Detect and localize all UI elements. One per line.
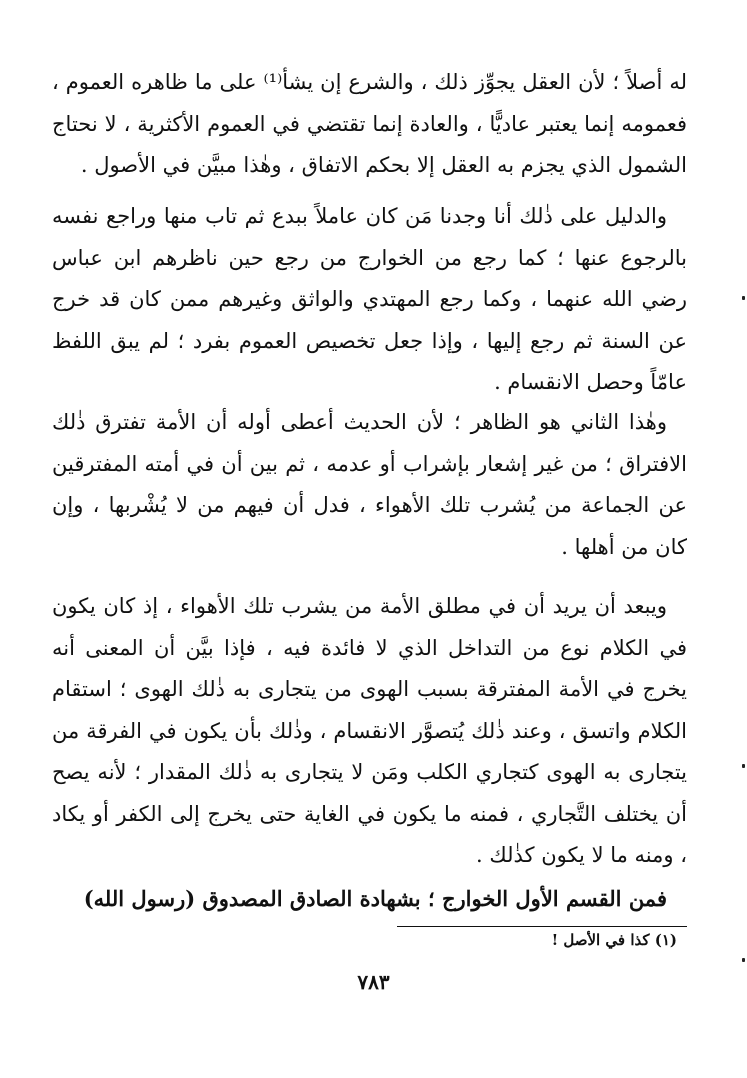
footnote-divider	[397, 926, 687, 927]
page-number: ٧٨٣	[357, 970, 390, 994]
margin-dot	[742, 764, 745, 768]
footnote: (١) كذا في الأصل !	[551, 931, 677, 949]
margin-dot	[742, 296, 745, 300]
margin-dot	[742, 958, 745, 962]
paragraph-5: فمن القسم الأول الخوارج ؛ بشهادة الصادق المصدوق (رسول الله)	[83, 886, 667, 911]
paragraph-3: وهٰذا الثاني هو الظاهر ؛ لأن الحديث أعطى أوله أن الأمة تفترق ذٰلك الافتراق ؛ من غير إشعار بإشراب أو عدمه ، ثم بين أن في أمته المفترقين عن الجماعة من يُشرب تلك الأهواء ، فدل أن فيهم من لا يُشْربها ، وإن كان من أهلها .	[52, 410, 687, 559]
paragraph-4: ويبعد أن يريد أن في مطلق الأمة من يشرب تلك الأهواء ، إذ كان يكون في الكلام نوع من التداخل الذي لا فائدة فيه ، فإذا بيَّن أن المعنى أنه يخرج في الأمة المفترقة بسبب الهوى من يتجارى به ذٰلك الهوى ؛ استقام الكلام واتسق ، وعند ذٰلك يُتصوَّر الانقسام ، وذٰلك بأن يكون في الفرقة من يتجارى به الهوى كتجاري الكلب ومَن لا يتجارى به ذٰلك المقدار ؛ لأنه يصح أن يختلف التَّجاري ، فمنه ما يكون في الغاية حتى يخرج إلى الكفر أو يكاد ، ومنه ما لا يكون كذٰلك .	[52, 594, 687, 867]
paragraph-2: والدليل على ذٰلك أنا وجدنا مَن كان عاملاً ببدع ثم تاب منها وراجع نفسه بالرجوع عنها ؛ كما رجع من الخوارج من رجع حين ناظرهم ابن عباس رضي الله عنهما ، وكما رجع المهتدي والواثق وغيرهم ممن كان قد خرج عن السنة ثم رجع إليها ، وإذا جعل تخصيص العموم بفرد ؛ لم يبق اللفظ عامّاً وحصل الانقسام .	[52, 204, 687, 394]
paragraph-1: له أصلاً ؛ لأن العقل يجوِّز ذلك ، والشرع إن يشأ⁽¹⁾ على ما ظاهره العموم ، فعمومه إنما يعتبر عاديًّا ، والعادة إنما تقتضي في العموم الأكثرية ، لا نحتاج الشمول الذي يجزم به العقل إلا بحكم الاتفاق ، وهٰذا مبيَّن في الأصول .	[52, 70, 687, 177]
